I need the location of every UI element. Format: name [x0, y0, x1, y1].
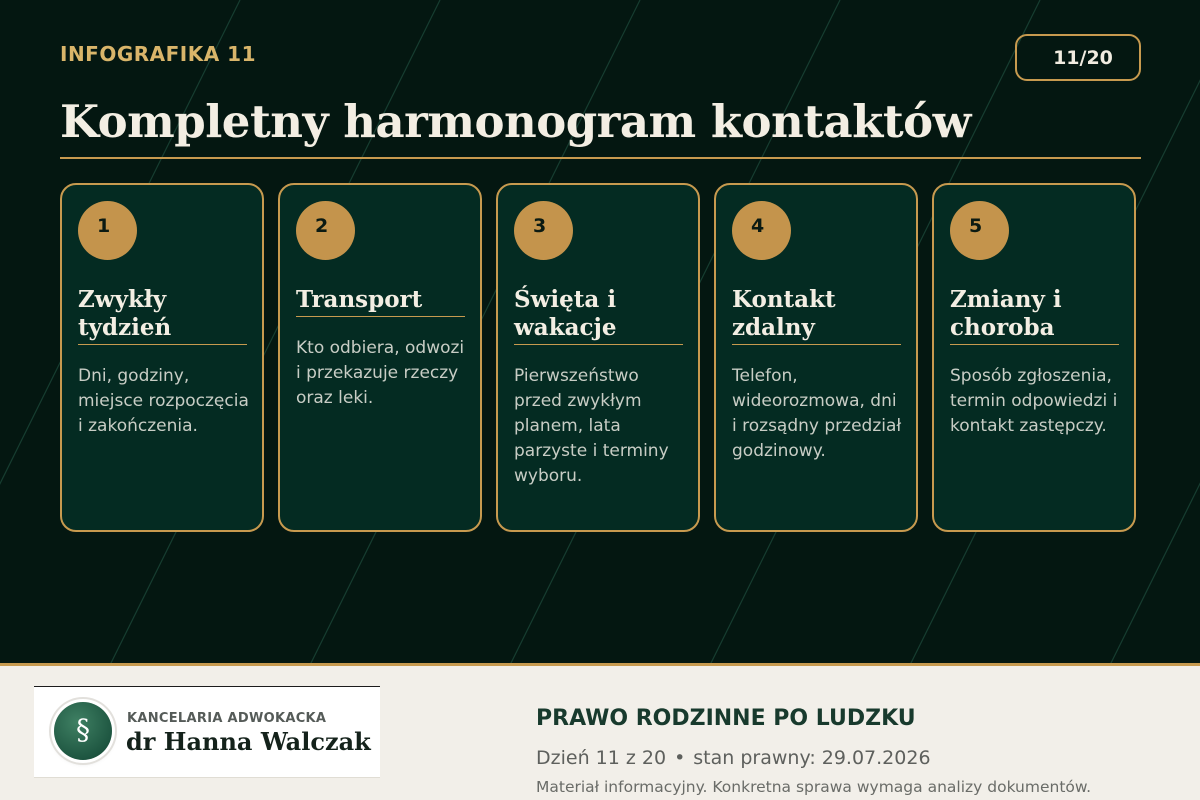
card-text: Kto odbiera, odwozi i przekazuje rzeczy oraz leki.	[296, 338, 465, 408]
card-number-badge: 2	[296, 201, 355, 260]
title-divider	[60, 157, 1141, 159]
card-number-badge: 4	[732, 201, 791, 260]
footer	[0, 663, 1200, 800]
card-title: Święta i wakacje	[514, 286, 683, 345]
card-number-badge: 5	[950, 201, 1009, 260]
legal-status-date: stan prawny: 29.07.2026	[693, 747, 931, 769]
card-text: Sposób zgłoszenia, termin odpowiedzi i kontakt zastępczy.	[950, 366, 1118, 436]
card-text: Dni, godziny, miejsce rozpoczęcia i zakończenia.	[78, 366, 249, 436]
card-text: Telefon, wideorozmowa, dni i rozsądny przedział godzinowy.	[732, 366, 902, 461]
card-4	[714, 183, 918, 532]
card-text: Pierwszeństwo przed zwykłym planem, lata parzyste i terminy wyboru.	[514, 366, 669, 486]
card-1	[60, 183, 264, 532]
card-title: Transport	[296, 286, 465, 317]
card-3	[496, 183, 700, 532]
card-title: Zwykły tydzień	[78, 286, 247, 345]
card-number-badge: 1	[78, 201, 137, 260]
footer-meta	[536, 747, 931, 769]
card-2	[278, 183, 482, 532]
paragraph-seal-icon: §	[54, 702, 112, 760]
series-title: PRAWO RODZINNE PO LUDZKU	[536, 706, 916, 731]
disclaimer: Materiał informacyjny. Konkretna sprawa wymaga analizy dokumentów.	[536, 778, 1092, 796]
card-5	[932, 183, 1136, 532]
separator-dot: •	[674, 747, 686, 769]
firm-name: dr Hanna Walczak	[126, 727, 371, 756]
card-number-badge: 3	[514, 201, 573, 260]
law-firm-logo	[34, 686, 380, 778]
firm-type-label: KANCELARIA ADWOKACKA	[127, 711, 327, 726]
infographic-kicker: INFOGRAFIKA 11	[60, 42, 257, 66]
page-title: Kompletny harmonogram kontaktów	[60, 95, 971, 148]
card-title: Kontakt zdalny	[732, 286, 901, 345]
day-counter: Dzień 11 z 20	[536, 747, 667, 769]
slide-counter-badge: 11/20	[1015, 34, 1141, 81]
card-title: Zmiany i choroba	[950, 286, 1119, 345]
